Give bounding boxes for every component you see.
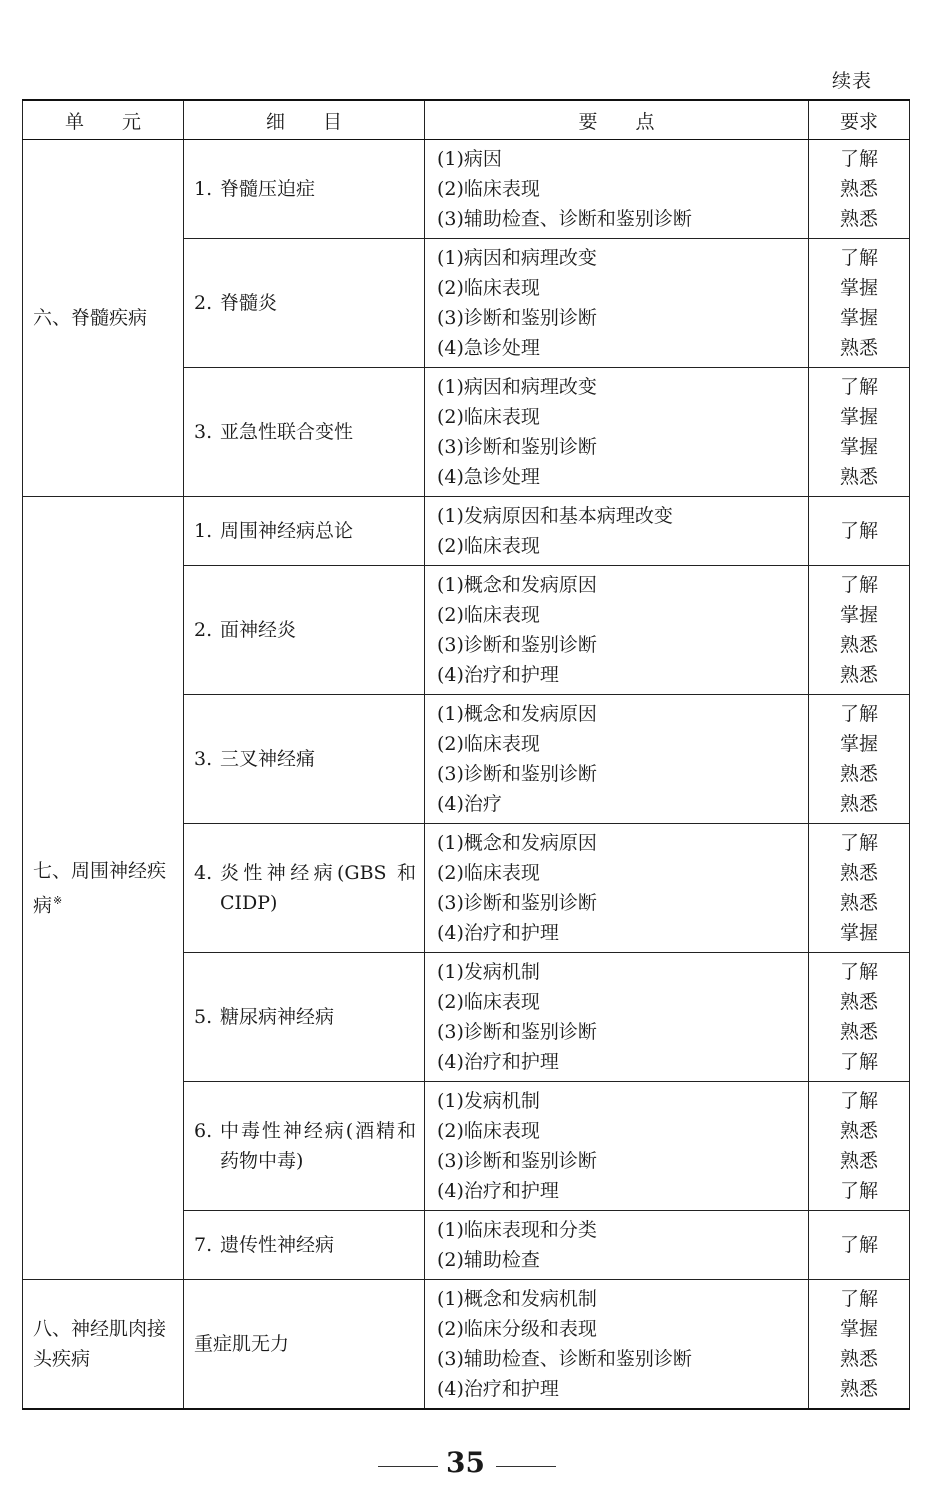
unit-cell xyxy=(23,1280,184,1410)
requirement-value: 熟悉 xyxy=(839,1120,878,1142)
requirement-value: 了解 xyxy=(839,376,878,398)
requirement-value: 了解 xyxy=(839,247,878,269)
point-line: (3)辅助检查、诊断和鉴别诊断 xyxy=(437,208,692,230)
point-line: (4)急诊处理 xyxy=(437,337,540,359)
requirement-value: 了解 xyxy=(839,961,878,983)
requirement-cell xyxy=(809,695,910,824)
point-line: (3)诊断和鉴别诊断 xyxy=(437,436,597,458)
table-row xyxy=(23,140,910,239)
header-requirement: 要求 xyxy=(809,100,910,140)
unit-name: 六、脊髓疾病 xyxy=(33,307,148,329)
item-cell xyxy=(184,953,425,1082)
item-cell xyxy=(184,824,425,953)
point-line: (1)病因和病理改变 xyxy=(437,376,597,398)
requirement-value: 熟悉 xyxy=(839,208,878,230)
requirement-value: 掌握 xyxy=(839,922,878,944)
requirement-cell xyxy=(809,497,910,566)
point-line: (3)诊断和鉴别诊断 xyxy=(437,1021,597,1043)
unit-cell xyxy=(23,497,184,1280)
continued-label: 续表 xyxy=(832,70,873,92)
requirement-value: 掌握 xyxy=(839,406,878,428)
point-line: (2)临床表现 xyxy=(437,1120,540,1142)
requirement-value: 掌握 xyxy=(839,436,878,458)
point-line: (1)病因和病理改变 xyxy=(437,247,597,269)
item-number: 6. xyxy=(194,1120,213,1142)
points-cell xyxy=(425,368,809,497)
point-line: (3)诊断和鉴别诊断 xyxy=(437,892,597,914)
point-line: (4)治疗和护理 xyxy=(437,922,559,944)
point-line: (2)临床表现 xyxy=(437,733,540,755)
requirement-value: 熟悉 xyxy=(839,763,878,785)
item-cell xyxy=(184,566,425,695)
requirement-value: 掌握 xyxy=(839,277,878,299)
point-line: (1)病因 xyxy=(437,148,502,170)
item-cell xyxy=(184,239,425,368)
requirement-cell xyxy=(809,566,910,695)
table-row xyxy=(23,497,910,566)
point-line: (1)发病机制 xyxy=(437,961,540,983)
points-cell xyxy=(425,1211,809,1280)
point-line: (4)治疗和护理 xyxy=(437,1180,559,1202)
item-number: 4. xyxy=(194,862,213,884)
unit-name: 七、周围神经疾病 xyxy=(33,859,167,917)
syllabus-table xyxy=(22,99,910,1410)
point-line: (2)临床分级和表现 xyxy=(437,1318,597,1340)
item-title: 糖尿病神经病 xyxy=(220,1006,335,1028)
requirement-value: 了解 xyxy=(839,574,878,596)
requirement-value: 熟悉 xyxy=(839,991,878,1013)
item-cell xyxy=(184,1280,425,1410)
item-cell xyxy=(184,1211,425,1280)
point-line: (3)诊断和鉴别诊断 xyxy=(437,307,597,329)
point-line: (3)诊断和鉴别诊断 xyxy=(437,1150,597,1172)
item-title: 脊髓炎 xyxy=(220,292,278,314)
requirement-value: 了解 xyxy=(839,703,878,725)
item-cell xyxy=(184,1082,425,1211)
item-number: 1. xyxy=(194,178,213,200)
point-line: (1)概念和发病原因 xyxy=(437,703,597,725)
item-title: 亚急性联合变性 xyxy=(220,421,354,443)
points-cell xyxy=(425,1280,809,1410)
point-line: (2)临床表现 xyxy=(437,604,540,626)
points-cell xyxy=(425,239,809,368)
points-cell xyxy=(425,695,809,824)
item-title: 炎性神经病(GBS 和 CIDP) xyxy=(220,862,416,914)
points-cell xyxy=(425,566,809,695)
point-line: (4)急诊处理 xyxy=(437,466,540,488)
requirement-value: 掌握 xyxy=(839,1318,878,1340)
item-cell xyxy=(184,140,425,239)
item-title: 面神经炎 xyxy=(220,619,297,641)
requirement-value: 了解 xyxy=(839,1090,878,1112)
header-unit: 单 元 xyxy=(23,100,184,140)
requirement-value: 熟悉 xyxy=(839,1378,878,1400)
table-row xyxy=(23,1280,910,1410)
requirement-cell xyxy=(809,1211,910,1280)
item-number: 2. xyxy=(194,292,213,314)
point-line: (2)临床表现 xyxy=(437,991,540,1013)
point-line: (4)治疗和护理 xyxy=(437,664,559,686)
point-line: (1)概念和发病原因 xyxy=(437,832,597,854)
point-line: (1)概念和发病机制 xyxy=(437,1288,597,1310)
item-title: 重症肌无力 xyxy=(194,1333,290,1355)
points-cell xyxy=(425,953,809,1082)
item-title: 周围神经病总论 xyxy=(220,520,354,542)
requirement-value: 了解 xyxy=(839,1234,878,1256)
requirement-value: 熟悉 xyxy=(839,1150,878,1172)
requirement-cell xyxy=(809,239,910,368)
item-title: 三叉神经痛 xyxy=(220,748,316,770)
requirement-value: 了解 xyxy=(839,1180,878,1202)
requirement-value: 了解 xyxy=(839,520,878,542)
requirement-value: 掌握 xyxy=(839,307,878,329)
item-cell xyxy=(184,695,425,824)
point-line: (2)临床表现 xyxy=(437,406,540,428)
requirement-value: 了解 xyxy=(839,832,878,854)
point-line: (1)发病机制 xyxy=(437,1090,540,1112)
header-item: 细 目 xyxy=(184,100,425,140)
unit-name: 八、神经肌肉接头疾病 xyxy=(33,1318,167,1370)
point-line: (1)发病原因和基本病理改变 xyxy=(437,505,673,527)
requirement-cell xyxy=(809,1082,910,1211)
point-line: (4)治疗和护理 xyxy=(437,1051,559,1073)
item-number: 2. xyxy=(194,619,213,641)
requirement-value: 熟悉 xyxy=(839,793,878,815)
page-rule-right xyxy=(496,1466,556,1467)
points-cell xyxy=(425,1082,809,1211)
requirement-value: 熟悉 xyxy=(839,466,878,488)
item-number: 1. xyxy=(194,520,213,542)
item-title: 脊髓压迫症 xyxy=(220,178,316,200)
point-line: (2)临床表现 xyxy=(437,535,540,557)
point-line: (2)辅助检查 xyxy=(437,1249,540,1271)
header-row xyxy=(23,100,910,140)
point-line: (1)概念和发病原因 xyxy=(437,574,597,596)
unit-mark: ※ xyxy=(53,893,63,907)
item-number: 5. xyxy=(194,1006,213,1028)
requirement-value: 了解 xyxy=(839,148,878,170)
requirement-value: 熟悉 xyxy=(839,1348,878,1370)
requirement-value: 熟悉 xyxy=(839,178,878,200)
requirement-value: 了解 xyxy=(839,1051,878,1073)
point-line: (1)临床表现和分类 xyxy=(437,1219,597,1241)
requirement-value: 掌握 xyxy=(839,733,878,755)
points-cell xyxy=(425,140,809,239)
points-cell xyxy=(425,824,809,953)
item-number: 7. xyxy=(194,1234,213,1256)
requirement-cell xyxy=(809,953,910,1082)
page-number: 35 xyxy=(446,1446,485,1479)
point-line: (3)辅助检查、诊断和鉴别诊断 xyxy=(437,1348,692,1370)
requirement-value: 熟悉 xyxy=(839,892,878,914)
requirement-value: 熟悉 xyxy=(839,634,878,656)
requirement-value: 熟悉 xyxy=(839,337,878,359)
item-title: 中毒性神经病(酒精和药物中毒) xyxy=(220,1120,416,1172)
requirement-value: 了解 xyxy=(839,1288,878,1310)
points-cell xyxy=(425,497,809,566)
point-line: (2)临床表现 xyxy=(437,178,540,200)
requirement-value: 熟悉 xyxy=(839,862,878,884)
requirement-cell xyxy=(809,368,910,497)
requirement-value: 熟悉 xyxy=(839,664,878,686)
requirement-cell xyxy=(809,140,910,239)
table-body xyxy=(23,140,910,1410)
item-number: 3. xyxy=(194,421,213,443)
item-title: 遗传性神经病 xyxy=(220,1234,335,1256)
header-point: 要 点 xyxy=(425,100,809,140)
item-number: 3. xyxy=(194,748,213,770)
point-line: (2)临床表现 xyxy=(437,277,540,299)
item-cell xyxy=(184,497,425,566)
requirement-cell xyxy=(809,1280,910,1410)
requirement-value: 熟悉 xyxy=(839,1021,878,1043)
item-cell xyxy=(184,368,425,497)
point-line: (4)治疗 xyxy=(437,793,502,815)
point-line: (3)诊断和鉴别诊断 xyxy=(437,763,597,785)
unit-cell xyxy=(23,140,184,497)
point-line: (4)治疗和护理 xyxy=(437,1378,559,1400)
point-line: (2)临床表现 xyxy=(437,862,540,884)
requirement-value: 掌握 xyxy=(839,604,878,626)
requirement-cell xyxy=(809,824,910,953)
point-line: (3)诊断和鉴别诊断 xyxy=(437,634,597,656)
